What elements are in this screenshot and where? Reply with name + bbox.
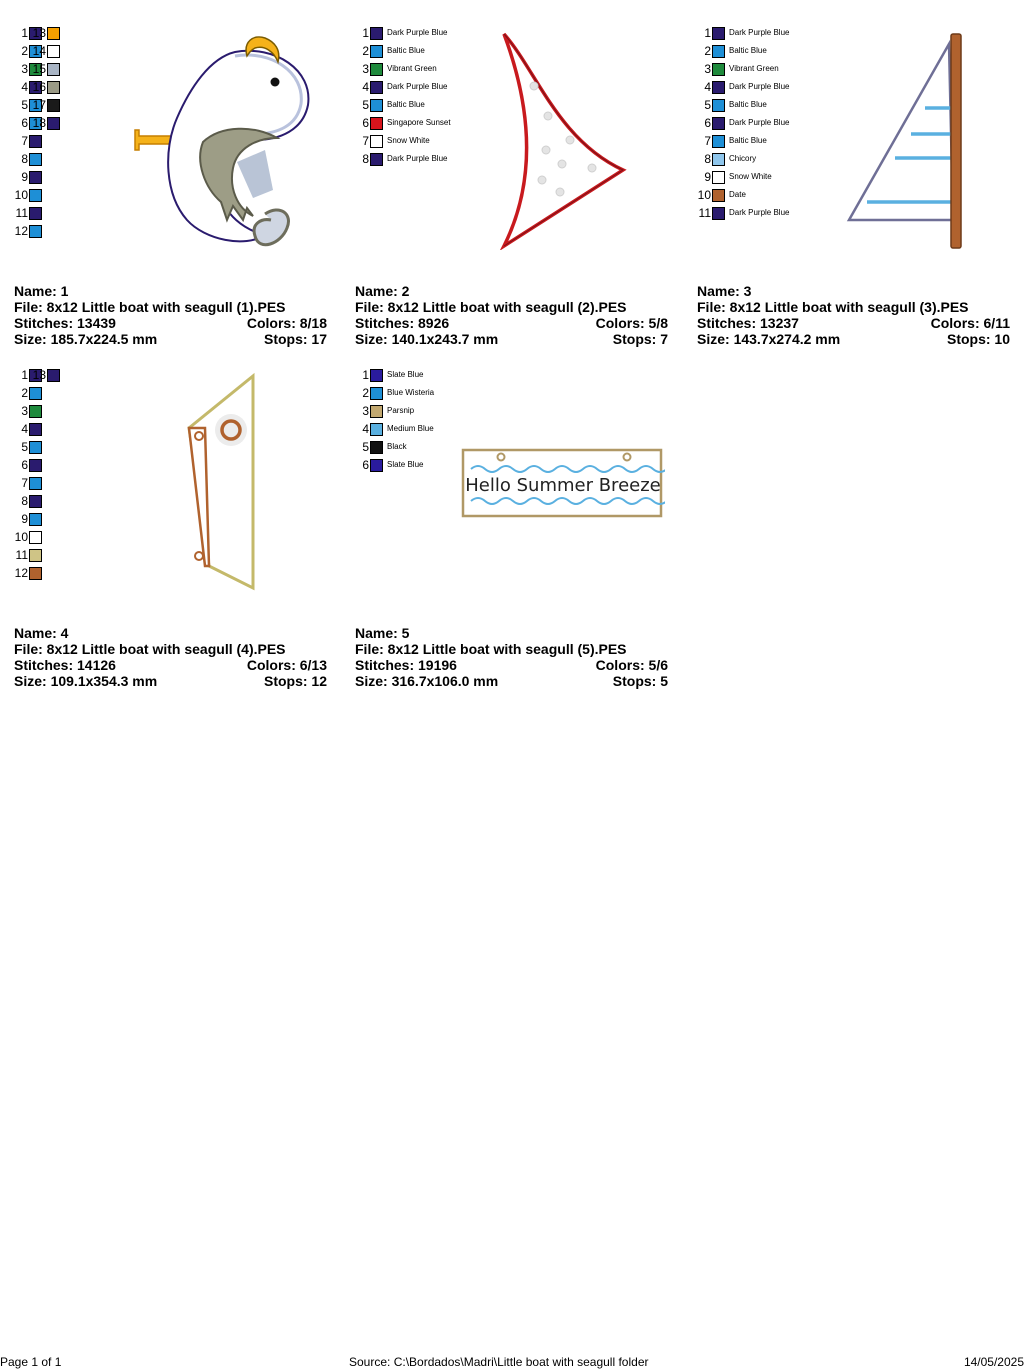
design-info xyxy=(14,283,327,347)
color-swatch xyxy=(29,171,42,184)
color-swatch xyxy=(712,81,725,94)
design-file: File: 8x12 Little boat with seagull (4).PES xyxy=(14,641,286,657)
color-swatch xyxy=(712,135,725,148)
design-card-3: 1 Dark Purple Blue 2 Baltic Blue 3 Vibrant Green 4 Dark Purple Blue 5 Baltic Blue 6 Dark Purple Blue 7 Baltic Blue 8 Chicory 9 Snow White 10 Date 11 Dark Purple Blue Name: 3 File: 8x12 Little boat with seagull (3).PES Stitches: 13237 Colors: 6/11 Size: 143.7x274.2 mm Stops: 10 xyxy=(697,26,1010,347)
color-swatch xyxy=(29,441,42,454)
design-stitches: Stitches: 14126 xyxy=(14,657,116,673)
color-swatch xyxy=(370,369,383,382)
color-swatch xyxy=(370,459,383,472)
design-stitches: Stitches: 8926 xyxy=(355,315,450,331)
sign-text: Hello Summer Breeze xyxy=(465,475,661,496)
design-size: Size: 316.7x106.0 mm xyxy=(355,673,499,689)
color-swatch xyxy=(712,63,725,76)
design-name: Name: 1 xyxy=(14,283,69,299)
color-swatch xyxy=(29,225,42,238)
color-swatch xyxy=(370,423,383,436)
color-swatch xyxy=(370,135,383,148)
color-swatch xyxy=(29,531,42,544)
seagull-design-preview xyxy=(125,30,320,260)
design-name: Name: 3 xyxy=(697,283,752,299)
color-swatch xyxy=(47,81,60,94)
design-size: Size: 143.7x274.2 mm xyxy=(697,331,841,347)
color-swatch xyxy=(29,135,42,148)
design-stops: Stops: 5 xyxy=(612,673,668,689)
color-swatch xyxy=(712,117,725,130)
design-file: File: 8x12 Little boat with seagull (3).PES xyxy=(697,299,969,315)
color-swatch xyxy=(712,45,725,58)
color-swatch xyxy=(29,549,42,562)
design-card-5: 1 Slate Blue 2 Blue Wisteria 3 Parsnip 4 Medium Blue 5 Black 6 Slate Blue Hello Summer Breeze Name: 5 File: 8x12 Little boat with seagull (5).PES Stitches: 19196 Colors: 5/6 Size: 316.7x106.0 mm Stops: 5 xyxy=(355,368,668,689)
design-info xyxy=(14,625,327,689)
color-swatch xyxy=(29,423,42,436)
design-size: Size: 185.7x224.5 mm xyxy=(14,331,158,347)
color-swatch xyxy=(47,99,60,112)
color-swatch xyxy=(29,153,42,166)
design-info xyxy=(355,283,668,347)
color-swatch xyxy=(370,99,383,112)
design-stops: Stops: 12 xyxy=(263,673,327,689)
design-card-1: 1 2 3 4 5 6 7 8 9 10 11 12 13 14 15 16 17 18 Name: 1 File: 8x12 Little boat with seagull (1).PES Stitches: 13439 Colors: 8/18 Size: 185.7x224.5 mm Stops: 17 xyxy=(14,26,327,347)
sign-design-preview xyxy=(461,447,665,519)
design-file: File: 8x12 Little boat with seagull (2).PES xyxy=(355,299,627,315)
design-stops: Stops: 10 xyxy=(946,331,1010,347)
design-stops: Stops: 17 xyxy=(263,331,327,347)
color-swatch xyxy=(47,63,60,76)
color-swatch xyxy=(370,27,383,40)
design-stitches: Stitches: 13439 xyxy=(14,315,116,331)
boat-hull-design-preview xyxy=(185,372,260,592)
design-info xyxy=(355,625,668,689)
color-swatch xyxy=(29,459,42,472)
design-file: File: 8x12 Little boat with seagull (1).PES xyxy=(14,299,286,315)
color-swatch xyxy=(712,99,725,112)
design-colors: Colors: 8/18 xyxy=(246,315,327,331)
color-swatch xyxy=(29,387,42,400)
print-date: 14/05/2025 xyxy=(963,1355,1024,1369)
design-size: Size: 140.1x243.7 mm xyxy=(355,331,499,347)
color-swatch xyxy=(29,405,42,418)
design-stitches: Stitches: 13237 xyxy=(697,315,799,331)
color-swatch xyxy=(370,63,383,76)
color-swatch xyxy=(370,441,383,454)
color-swatch xyxy=(47,45,60,58)
mast-sail-design-preview xyxy=(845,30,965,250)
color-swatch xyxy=(370,117,383,130)
color-swatch xyxy=(370,387,383,400)
color-swatch xyxy=(712,153,725,166)
sail-design-preview xyxy=(496,30,631,250)
design-card-2: 1 Dark Purple Blue 2 Baltic Blue 3 Vibrant Green 4 Dark Purple Blue 5 Baltic Blue 6 Singapore Sunset 7 Snow White 8 Dark Purple Blue Name: 2 File: 8x12 Little boat with seagull (2).PES Stitches: 8926 Colors: 5/8 Size: 140.1x243.7 mm Stops: 7 xyxy=(355,26,668,347)
design-size: Size: 109.1x354.3 mm xyxy=(14,673,158,689)
color-swatch xyxy=(712,207,725,220)
design-colors: Colors: 5/8 xyxy=(595,315,668,331)
design-file: File: 8x12 Little boat with seagull (5).PES xyxy=(355,641,627,657)
color-swatch xyxy=(47,369,60,382)
page-number: Page 1 of 1 xyxy=(0,1355,62,1369)
design-stitches: Stitches: 19196 xyxy=(355,657,457,673)
design-colors: Colors: 6/13 xyxy=(246,657,327,673)
color-swatch xyxy=(712,171,725,184)
design-stops: Stops: 7 xyxy=(612,331,668,347)
color-swatch xyxy=(712,189,725,202)
color-swatch xyxy=(29,207,42,220)
design-name: Name: 2 xyxy=(355,283,410,299)
color-swatch xyxy=(370,405,383,418)
color-swatch xyxy=(29,513,42,526)
color-swatch xyxy=(370,81,383,94)
color-swatch xyxy=(712,27,725,40)
color-swatch xyxy=(29,567,42,580)
color-swatch xyxy=(370,153,383,166)
color-swatch xyxy=(29,189,42,202)
design-colors: Colors: 6/11 xyxy=(930,315,1010,331)
design-name: Name: 4 xyxy=(14,625,69,641)
color-swatch xyxy=(29,495,42,508)
design-card-4: 1 2 3 4 5 6 7 8 9 10 11 12 13 Name: 4 File: 8x12 Little boat with seagull (4).PES Stitches: 14126 Colors: 6/13 Size: 109.1x354.3 mm Stops: 12 xyxy=(14,368,327,689)
design-name: Name: 5 xyxy=(355,625,410,641)
source-path: Source: C:\Bordados\Madri\Little boat with seagull folder xyxy=(349,1355,649,1369)
design-info xyxy=(697,283,1010,347)
color-swatch xyxy=(370,45,383,58)
color-swatch xyxy=(47,117,60,130)
color-swatch xyxy=(47,27,60,40)
design-colors: Colors: 5/6 xyxy=(595,657,668,673)
color-swatch xyxy=(29,477,42,490)
